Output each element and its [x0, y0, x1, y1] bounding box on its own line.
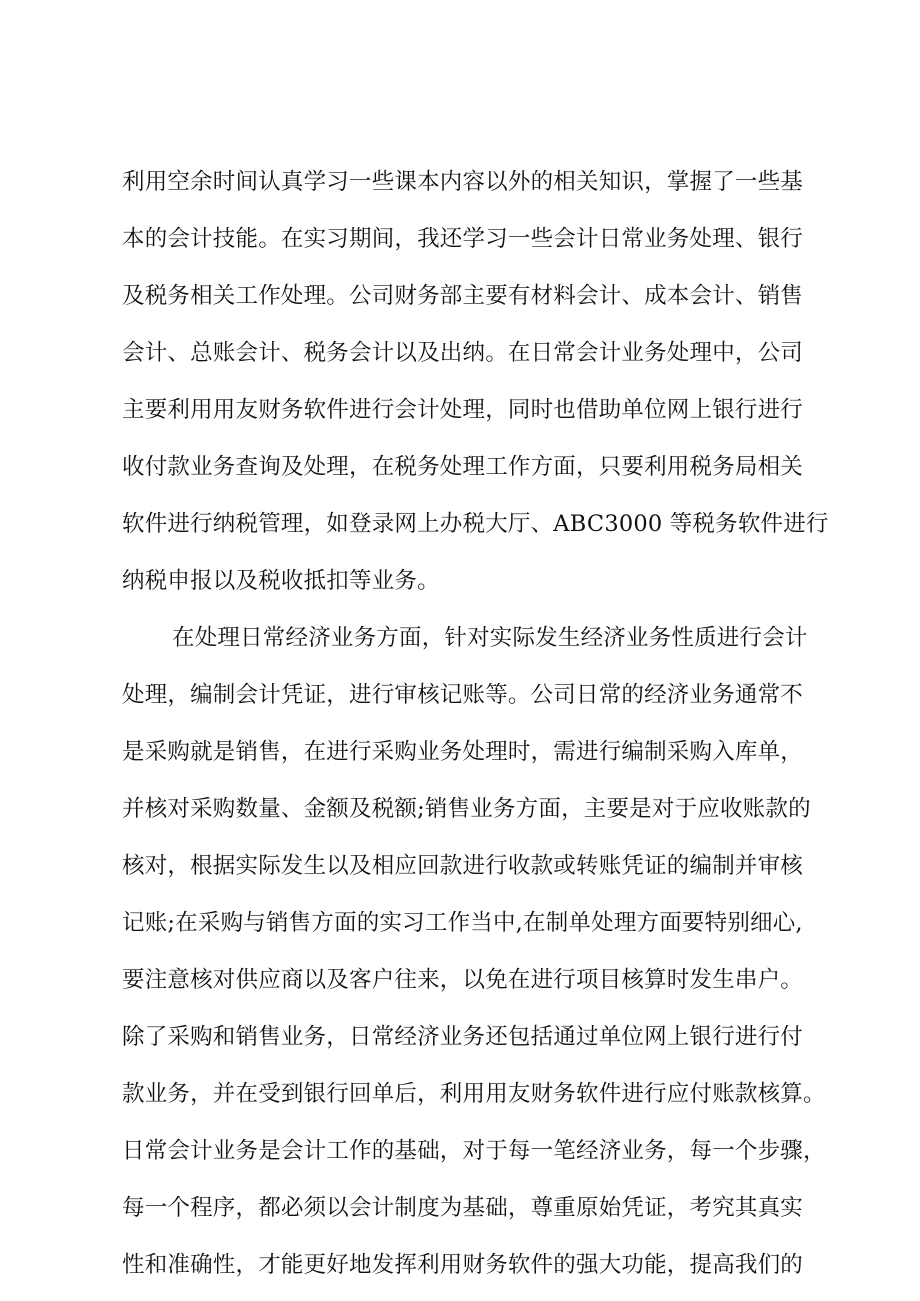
text-line: 核对，根据实际发生以及相应回款进行收款或转账凭证的编制并审核: [122, 853, 804, 879]
text-line: 要注意核对供应商以及客户往来，以免在进行项目核算时发生串户。: [122, 967, 804, 993]
text-line: 软件进行纳税管理，如登录网上办税大厅、ABC3000 等税务软件进行: [122, 511, 829, 537]
text-line: 并核对采购数量、金额及税额;销售业务方面，主要是对于应收账款的: [122, 796, 811, 822]
text-line: 利用空余时间认真学习一些课本内容以外的相关知识，掌握了一些基: [122, 169, 804, 195]
text-line: 及税务相关工作处理。公司财务部主要有材料会计、成本会计、销售: [122, 283, 804, 309]
text-line: 会计、总账会计、税务会计以及出纳。在日常会计业务处理中，公司: [122, 340, 804, 366]
text-line: 在处理日常经济业务方面，针对实际发生经济业务性质进行会计: [172, 625, 808, 651]
text-line: 纳税申报以及税收抵扣等业务。: [122, 568, 440, 594]
text-line: 除了采购和销售业务，日常经济业务还包括通过单位网上银行进行付: [122, 1024, 804, 1050]
text-line: 是采购就是销售，在进行采购业务处理时，需进行编制采购入库单，: [122, 739, 804, 765]
text-line: 本的会计技能。在实习期间，我还学习一些会计日常业务处理、银行: [122, 226, 804, 252]
text-line: 记账;在采购与销售方面的实习工作当中,在制单处理方面要特别细心,: [122, 910, 803, 936]
text-line: 收付款业务查询及处理，在税务处理工作方面，只要利用税务局相关: [122, 454, 804, 480]
text-line: 款业务，并在受到银行回单后，利用用友财务软件进行应付账款核算。: [122, 1081, 826, 1107]
text-line: 日常会计业务是会计工作的基础，对于每一笔经济业务，每一个步骤，: [122, 1138, 826, 1164]
text-line: 处理，编制会计凭证，进行审核记账等。公司日常的经济业务通常不: [122, 682, 804, 708]
text-line: 性和准确性，才能更好地发挥利用财务软件的强大功能，提高我们的: [122, 1252, 804, 1278]
text-line: 主要利用用友财务软件进行会计处理，同时也借助单位网上银行进行: [122, 397, 804, 423]
text-line: 每一个程序，都必须以会计制度为基础，尊重原始凭证，考究其真实: [122, 1195, 804, 1221]
